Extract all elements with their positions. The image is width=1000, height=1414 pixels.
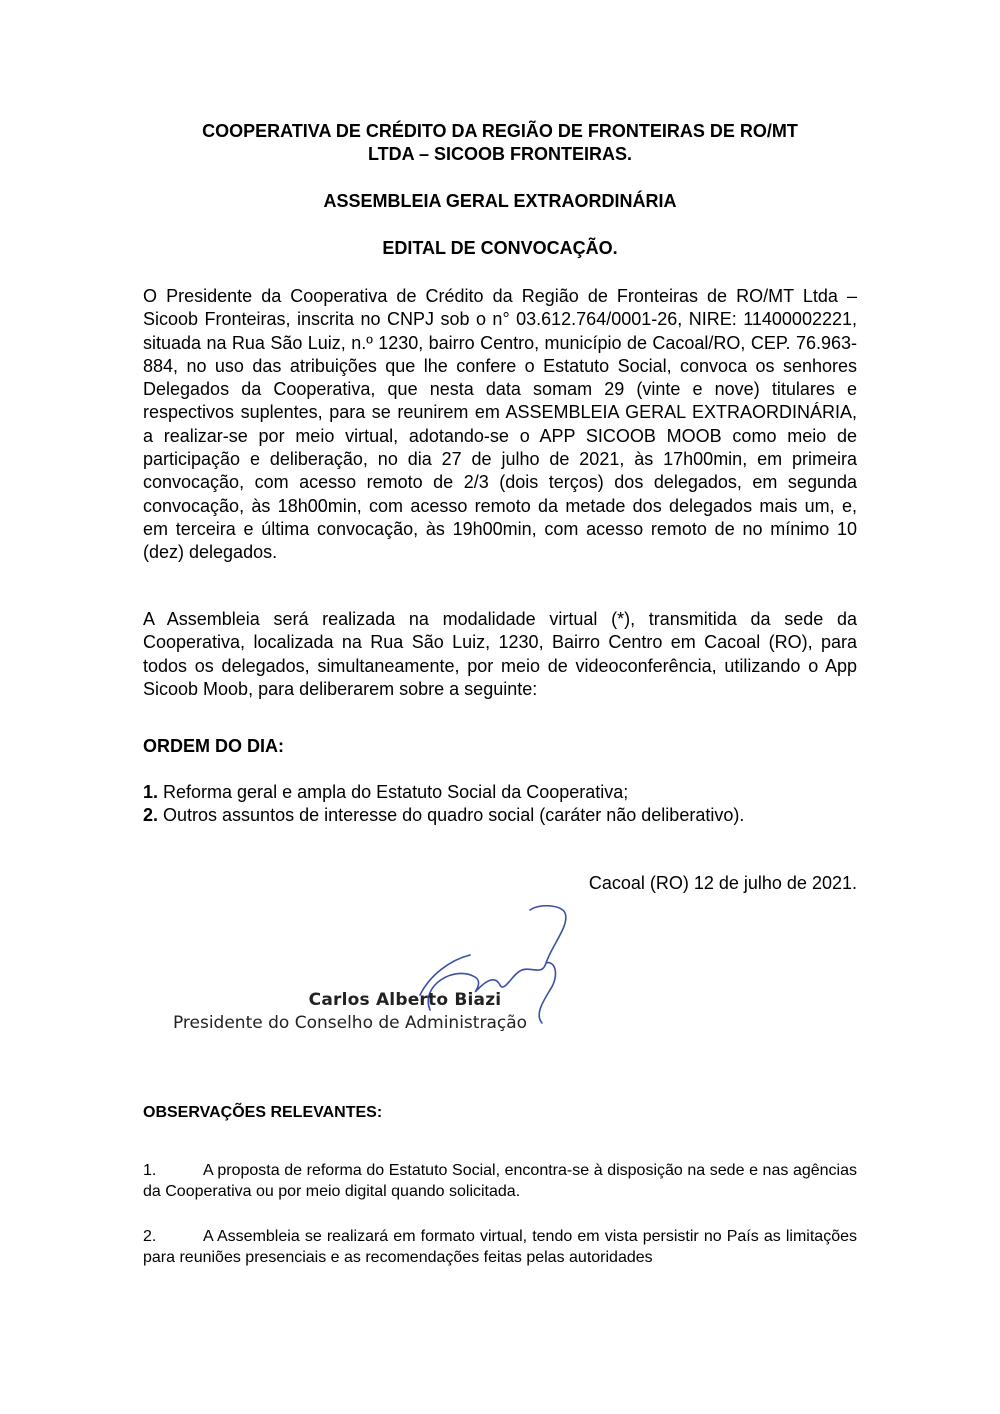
- agenda-item: [143, 804, 857, 827]
- signatory-role: Presidente do Conselho de Administração: [172, 1013, 528, 1033]
- edital-heading: EDITAL DE CONVOCAÇÃO.: [382, 238, 618, 258]
- observation-number: 2.: [143, 1228, 157, 1245]
- virtual-assembly-paragraph: A Assembleia será realizada na modalidade virtual (*), transmitida da sede da Cooperativa, localizada na Rua São Luiz, 1230, Bairro Centro em Cacoal (RO), para todos os delegados, simultaneamente, por meio de videoconferência, utilizando o App Sicoob Moob, para deliberarem sobre a seguinte:: [143, 609, 857, 699]
- agenda-title: ORDEM DO DIA:: [143, 736, 284, 756]
- signatory-name: Carlos Alberto Biazi: [308, 990, 502, 1010]
- place-date-line: Cacoal (RO) 12 de julho de 2021.: [588, 873, 857, 893]
- agenda-item-text: Outros assuntos de interesse do quadro social (caráter não deliberativo).: [158, 805, 745, 825]
- assembly-heading: ASSEMBLEIA GERAL EXTRAORDINÁRIA: [323, 191, 677, 211]
- observation-item: [143, 1226, 857, 1268]
- agenda-item-number: 2.: [143, 805, 159, 825]
- observations-title: OBSERVAÇÕES RELEVANTES:: [143, 1104, 383, 1121]
- agenda-item-text: Reforma geral e ampla do Estatuto Social da Cooperativa;: [158, 782, 629, 802]
- observation-number: 1.: [143, 1162, 157, 1179]
- observation-item: [143, 1160, 857, 1202]
- title-line-1: COOPERATIVA DE CRÉDITO DA REGIÃO DE FRONTEIRAS DE RO/MT: [202, 121, 798, 141]
- observation-text: A proposta de reforma do Estatuto Social, encontra-se à disposição na sede e nas agências da Cooperativa ou por meio digital quando solicitada.: [143, 1162, 857, 1200]
- document-title: [143, 120, 857, 166]
- convocation-paragraph: O Presidente da Cooperativa de Crédito da Região de Fronteiras de RO/MT Ltda – Sicoob Fronteiras, inscrita no CNPJ sob o n° 03.612.764/0001-26, NIRE: 11400002221, situada na Rua São Luiz, n.º 1230, bairro Centro, município de Cacoal/RO, CEP. 76.963-884, no uso das atribuições que lhe confere o Estatuto Social, convoca os senhores Delegados da Cooperativa, que nesta data somam 29 (vinte e nove) titulares e respectivos suplentes, para se reunirem em ASSEMBLEIA GERAL EXTRAORDINÁRIA, a realizar-se por meio virtual, adotando-se o APP SICOOB MOOB como meio de participação e deliberação, no dia 27 de julho de 2021, às 17h00min, em primeira convocação, com acesso remoto de 2/3 (dois terços) dos delegados, em segunda convocação, às 18h00min, com acesso remoto da metade dos delegados mais um, e, em terceira e última convocação, às 19h00min, com acesso remoto de no mínimo 10 (dez) delegados.: [143, 286, 857, 563]
- observation-text: A Assembleia se realizará em formato virtual, tendo em vista persistir no País as limitações para reuniões presenciais e as recomendações feitas pelas autoridades: [143, 1228, 857, 1266]
- title-line-2: LTDA – SICOOB FRONTEIRAS.: [367, 144, 632, 164]
- agenda-item-number: 1.: [143, 782, 159, 802]
- agenda-item: [143, 781, 857, 804]
